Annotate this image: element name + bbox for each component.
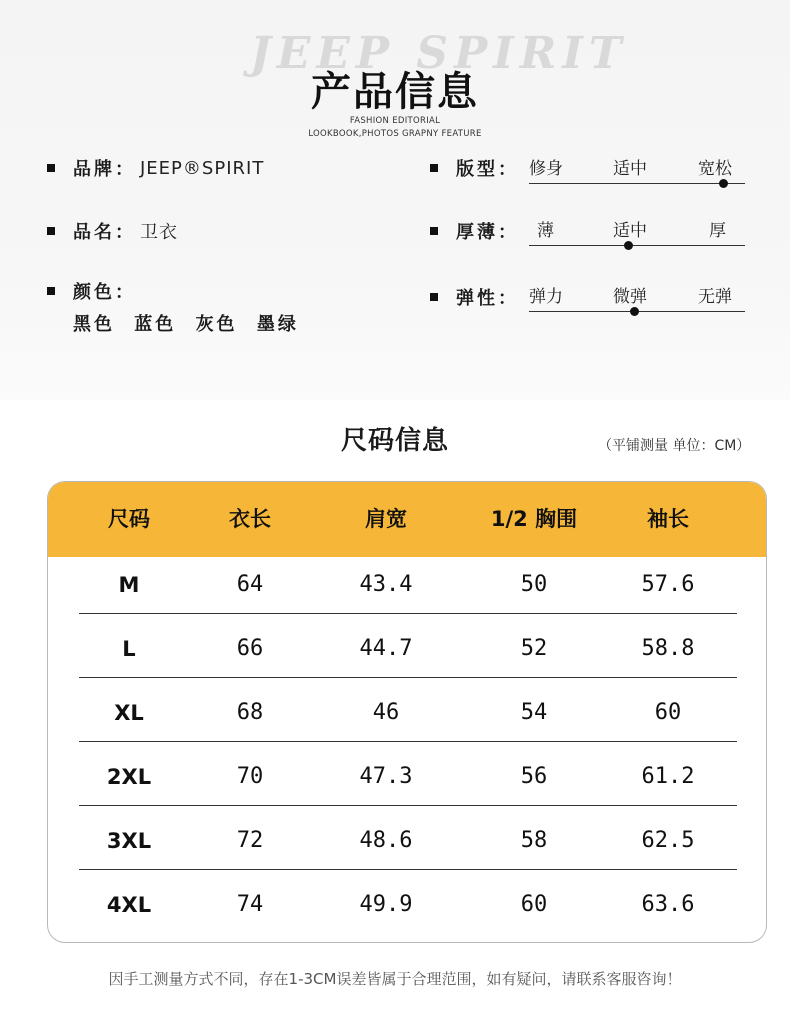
cell-sleeve: 58.8	[641, 636, 695, 661]
header-length: 衣长	[229, 507, 271, 531]
row-divider	[79, 613, 737, 614]
cell-size: M	[118, 573, 140, 597]
scale-line	[529, 183, 745, 184]
bullet-icon	[430, 293, 438, 301]
cell-size: 4XL	[106, 893, 152, 917]
bullet-icon	[430, 164, 438, 172]
elasticity-scale-label: 弹性：	[456, 288, 519, 309]
scale-option: 弹力	[529, 287, 563, 307]
row-divider	[79, 805, 737, 806]
color-option: 灰色	[195, 314, 238, 335]
table-row	[48, 553, 766, 617]
cell-sleeve: 61.2	[641, 764, 695, 789]
thickness-scale-label-row	[430, 218, 519, 244]
cell-shoulder: 44.7	[359, 636, 413, 661]
elasticity-scale	[529, 282, 745, 322]
cell-chest: 58	[520, 828, 548, 853]
cell-shoulder: 43.4	[359, 572, 413, 597]
color-label: 颜色：	[73, 282, 136, 303]
header-size: 尺码	[108, 507, 150, 531]
cell-shoulder: 48.6	[359, 828, 413, 853]
product-name-value: 卫衣	[140, 222, 178, 243]
brand-watermark: JEEP SPIRIT	[250, 28, 628, 79]
unit-note: （平铺测量 单位：CM）	[598, 438, 751, 454]
brand-value: JEEP®SPIRIT	[140, 157, 265, 179]
measurement-disclaimer: 因手工测量方式不同，存在1-3CM误差皆属于合理范围，如有疑问，请联系客服咨询！	[108, 970, 682, 988]
cell-sleeve: 60	[654, 700, 682, 725]
header-shoulder: 肩宽	[365, 507, 407, 531]
product-name-row	[47, 218, 178, 244]
scale-line	[529, 245, 745, 246]
size-table-header	[48, 482, 766, 557]
scale-option: 厚	[709, 221, 726, 241]
cell-length: 66	[236, 636, 264, 661]
bullet-icon	[47, 164, 55, 172]
scale-option: 无弹	[698, 287, 732, 307]
cell-length: 70	[236, 764, 264, 789]
bullet-icon	[430, 227, 438, 235]
cell-sleeve: 57.6	[641, 572, 695, 597]
cell-length: 74	[236, 892, 264, 917]
cell-chest: 54	[520, 700, 548, 725]
fit-scale-label: 版型：	[456, 159, 519, 180]
table-row	[48, 681, 766, 745]
cell-chest: 52	[520, 636, 548, 661]
scale-marker	[719, 179, 728, 188]
scale-marker	[630, 307, 639, 316]
cell-size: XL	[114, 701, 144, 725]
header-sleeve: 袖长	[647, 507, 689, 531]
bullet-icon	[47, 287, 55, 295]
scale-option: 适中	[613, 221, 647, 241]
cell-sleeve: 63.6	[641, 892, 695, 917]
color-option: 墨绿	[256, 314, 299, 335]
row-divider	[79, 741, 737, 742]
size-table	[47, 481, 767, 943]
color-option: 黑色	[73, 314, 115, 335]
row-divider	[79, 869, 737, 870]
table-row	[48, 617, 766, 681]
cell-chest: 56	[520, 764, 548, 789]
product-name-label: 品名：	[73, 222, 136, 243]
color-list	[73, 310, 309, 336]
color-option: 蓝色	[134, 314, 177, 335]
cell-size: 3XL	[106, 829, 152, 853]
scale-option: 宽松	[698, 159, 732, 179]
cell-size: L	[122, 637, 136, 661]
size-section-title: 尺码信息	[340, 426, 449, 456]
cell-size: 2XL	[106, 765, 152, 789]
color-row	[47, 278, 136, 304]
cell-shoulder: 46	[372, 700, 400, 725]
bullet-icon	[47, 227, 55, 235]
cell-sleeve: 62.5	[641, 828, 695, 853]
table-row	[48, 809, 766, 873]
cell-length: 68	[236, 700, 264, 725]
brand-label: 品牌：	[73, 159, 136, 180]
brand-row	[47, 155, 264, 181]
cell-shoulder: 47.3	[359, 764, 413, 789]
cell-chest: 60	[520, 892, 548, 917]
scale-option: 修身	[529, 159, 563, 179]
scale-option: 薄	[537, 221, 554, 241]
subtitle-line-1: FASHION EDITORIAL	[349, 116, 441, 126]
fit-scale-label-row	[430, 155, 519, 181]
row-divider	[79, 677, 737, 678]
elasticity-scale-label-row	[430, 284, 519, 310]
subtitle-line-2: LOOKBOOK,PHOTOS GRAPNY FEATURE	[308, 129, 482, 139]
header-chest: 1/2 胸围	[490, 507, 578, 531]
scale-option: 适中	[613, 159, 647, 179]
scale-marker	[624, 241, 633, 250]
table-row	[48, 745, 766, 809]
scale-option: 微弹	[613, 287, 647, 307]
thickness-scale	[529, 216, 745, 256]
cell-chest: 50	[520, 572, 548, 597]
cell-length: 72	[236, 828, 264, 853]
cell-shoulder: 49.9	[359, 892, 413, 917]
table-row	[48, 873, 766, 937]
fit-scale	[529, 154, 745, 194]
page-title: 产品信息	[311, 69, 479, 115]
thickness-scale-label: 厚薄：	[456, 222, 519, 243]
cell-length: 64	[236, 572, 264, 597]
